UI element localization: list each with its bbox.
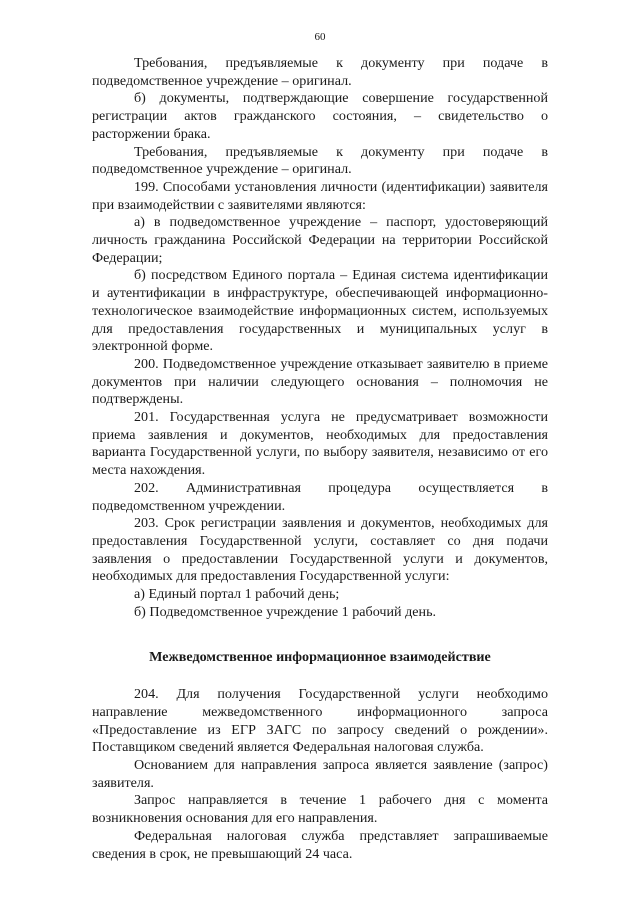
paragraph: а) в подведомственное учреждение – паспорт, удостоверяющий личность гражданина Российской Федерации на территории Российской Федерации; xyxy=(92,214,548,266)
paragraph: Основанием для направления запроса является заявление (запрос) заявителя. xyxy=(92,757,548,791)
paragraph: 200. Подведомственное учреждение отказывает заявителю в приеме документов при наличии следующего основания – полномочия не подтверждены. xyxy=(92,355,548,408)
paragraph: а) Единый портал 1 рабочий день; xyxy=(134,586,340,603)
paragraph: Запрос направляется в течение 1 рабочего дня с момента возникновения основания для его направления. xyxy=(92,792,548,827)
page-number: 60 xyxy=(314,31,326,43)
paragraph: 204. Для получения Государственной услуги необходимо направление межведомственного информационного запроса «Предоставление из ЕГР ЗАГС по запросу сведений о рождении». Поставщиком сведений является Федеральная налоговая служба. xyxy=(92,686,548,756)
paragraph: 199. Способами установления личности (идентификации) заявителя при взаимодействии с заявителями являются: xyxy=(92,178,548,213)
paragraph: Требования, предъявляемые к документу при подаче в подведомственное учреждение – оригинал. xyxy=(92,143,548,178)
section-heading: Межведомственное информационное взаимодействие xyxy=(149,648,491,665)
document-body xyxy=(92,55,548,863)
paragraph: б) посредством Единого портала – Единая система идентификации и аутентификации в инфраструктуре, обеспечивающей информационно-технологическое взаимодействие информационных систем, используемых для предоставления государственных и муниципальных услуг в электронной форме. xyxy=(92,267,548,355)
paragraph: Федеральная налоговая служба представляет запрашиваемые сведения в срок, не превышающий 24 часа. xyxy=(92,827,548,862)
paragraph: 201. Государственная услуга не предусматривает возможности приема заявления и документов, необходимых для предоставления варианта Государственной услуги, по выбору заявителя, независимо от его места нахождения. xyxy=(92,409,548,479)
paragraph: 203. Срок регистрации заявления и документов, необходимых для предоставления Государственной услуги, составляет со дня подачи заявления о предоставлении Государственной услуги и документов, необходимых для предоставления Государственной услуги: xyxy=(92,515,548,585)
paragraph: Требования, предъявляемые к документу при подаче в подведомственное учреждение – оригинал. xyxy=(92,55,548,89)
paragraph: 202. Административная процедура осуществляется в подведомственном учреждении. xyxy=(92,479,548,514)
paragraph: б) Подведомственное учреждение 1 рабочий день. xyxy=(134,603,437,620)
paragraph: б) документы, подтверждающие совершение государственной регистрации актов гражданского состояния, – свидетельство о расторжении брака. xyxy=(92,90,548,142)
